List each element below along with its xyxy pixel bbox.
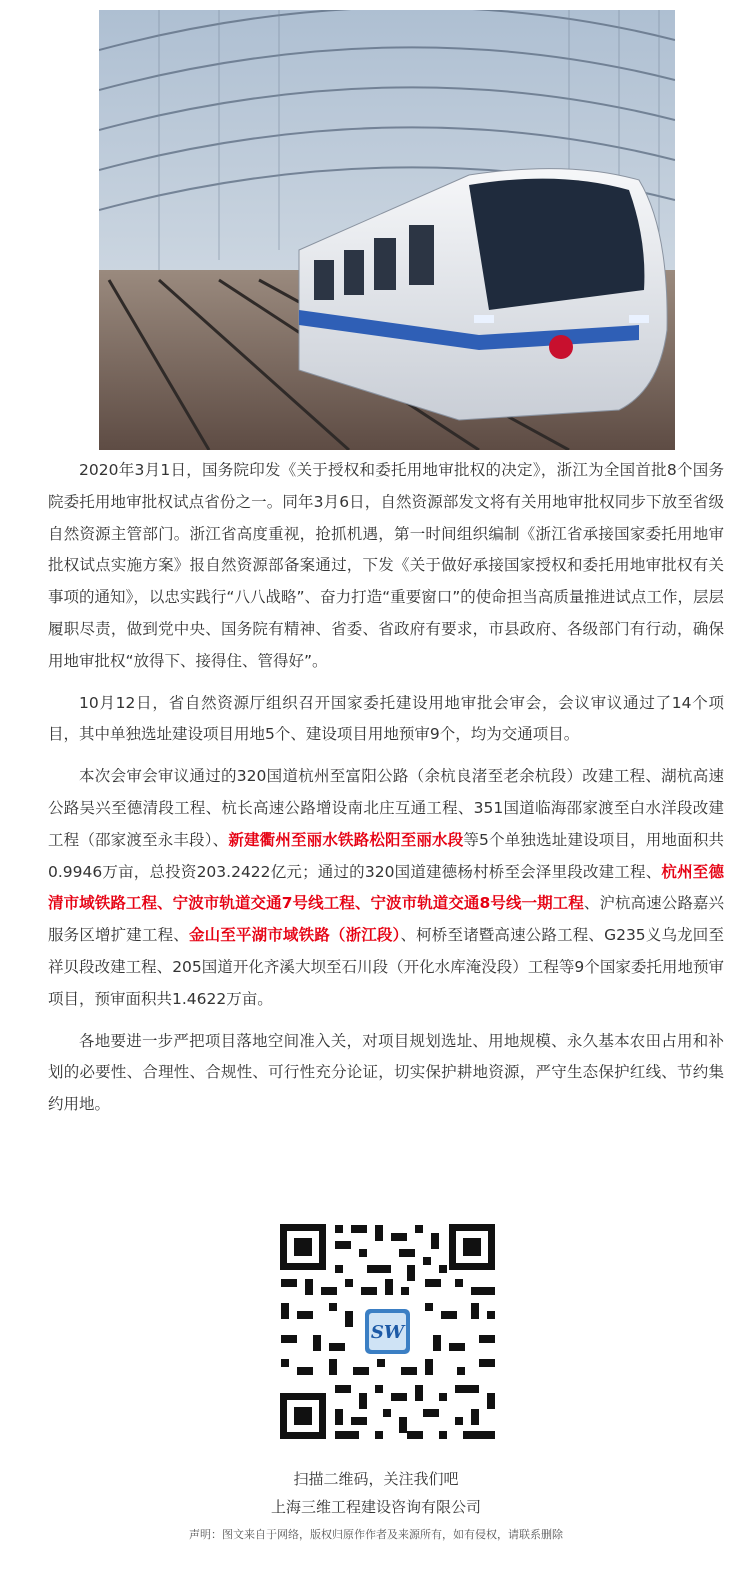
article-photo <box>99 10 675 450</box>
qr-code-icon <box>275 1219 500 1444</box>
paragraph-2 <box>48 688 724 752</box>
highlight-project: 新建衢州至丽水铁路松阳至丽水段 <box>228 830 464 849</box>
highlight-project: 金山至平湖市域铁路（浙江段） <box>188 926 401 945</box>
highlight-project: 杭州至德清市域铁路工程、宁波市轨道交通7号线工程、宁波市轨道交通8号线一期工程 <box>48 862 724 913</box>
paragraph-2-text: 10月12日，省自然资源厅组织召开国家委托建设用地审批会审会，会议审议通过了14个项目，其中单独选址建设项目用地5个、建设项目用地预审9个，均为交通项目。 <box>48 693 724 744</box>
qr-logo-text: SW <box>370 1322 405 1343</box>
train-photo-icon <box>99 10 675 450</box>
article-body <box>48 455 724 1131</box>
scan-caption: 扫描二维码，关注我们吧 <box>293 1470 459 1488</box>
paragraph-1-text: 2020年3月1日，国务院印发《关于授权和委托用地审批权的决定》，浙江为全国首批8个国务院委托用地审批权试点省份之一。同年3月6日，自然资源部发文将有关用地审批权同步下放至省级自然资源主管部门。浙江省高度重视，抢抓机遇，第一时间组织编制《浙江省承接国家委托用地审批权试点实施方案》报自然资源部备案通过，下发《关于做好承接国家授权和委托用地审批权有关事项的通知》，以忠实践行“八八战略”、奋力打造“重要窗口”的使命担当高质量推进试点工作，层层履职尽责，做到党中央、国务院有精神、省委、省政府有要求，市县政府、各级部门有行动，确保用地审批权“放得下、接得住、管得好”。 <box>48 461 724 670</box>
paragraph-3-text: 本次会审会审议通过的320国道杭州至富阳公路（余杭良渚至老余杭段）改建工程、湖杭高速公路吴兴至德清段工程、杭长高速公路增设南北庄互通工程、351国道临海邵家渡至白水洋段改建工程（邵家渡至永丰段）、 <box>48 767 724 849</box>
company-name: 上海三维工程建设咨询有限公司 <box>270 1498 481 1516</box>
paragraph-3-text: 、柯桥至诸暨高速公路工程、G235义乌龙回至祥贝段改建工程、205国道开化齐溪大坝至石川段（开化水库淹没段）工程等9个国家委托用地预审项目，预审面积共1.4622万亩。 <box>48 926 724 1008</box>
paragraph-4 <box>48 1026 724 1121</box>
qr-code <box>275 1219 500 1444</box>
disclaimer: 声明：图文来自于网络，版权归原作作者及来源所有，如有侵权，请联系删除 <box>189 1528 563 1541</box>
paragraph-4-text: 各地要进一步严把项目落地空间准入关，对项目规划选址、用地规模、永久基本农田占用和补划的必要性、合理性、合规性、可行性充分论证，切实保护耕地资源，严守生态保护红线、节约集约用地。 <box>48 1031 724 1114</box>
paragraph-3 <box>48 761 724 1015</box>
paragraph-3-text: 等5个单独选址建设项目，用地面积共0.9946万亩，总投资203.2422亿元；通过的320国道建德杨村桥至会泽里段改建工程、 <box>48 830 724 881</box>
paragraph-1 <box>48 455 724 678</box>
paragraph-3-text: 、沪杭高速公路嘉兴服务区增扩建工程、 <box>48 894 724 945</box>
